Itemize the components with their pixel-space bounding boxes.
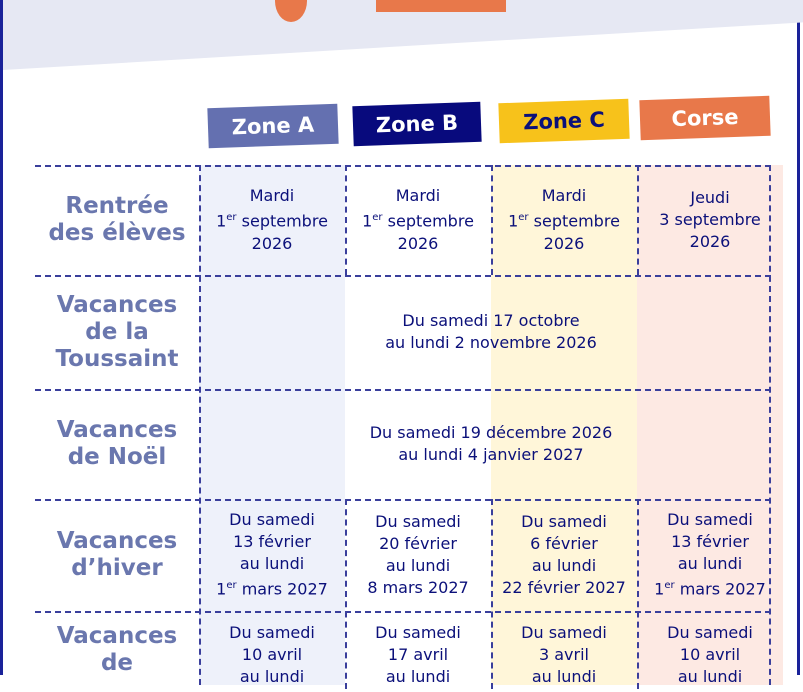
row-label-hiver: Vacances d’hiver	[56, 528, 178, 581]
row-divider	[35, 611, 771, 613]
cell-hiver-corse: Du samedi 13 février au lundi 1er mars 2027	[654, 510, 766, 599]
corse-header: Corse	[639, 96, 770, 141]
zone-a-header: Zone A	[207, 104, 338, 149]
cell-printemps-zone-a: Du samedi 10 avril au lundi	[229, 623, 315, 686]
row-label-rentree: Rentrée des élèves	[48, 193, 186, 246]
cell-rentree-zone-c: Mardi 1er septembre 2026	[508, 186, 620, 253]
cell-rentree-zone-b: Mardi 1er septembre 2026	[362, 186, 474, 253]
zone-c-header: Zone C	[498, 99, 629, 144]
cell-printemps-zone-c: Du samedi 3 avril au lundi	[521, 623, 607, 686]
cell-noel-all-zones: Du samedi 19 décembre 2026 au lundi 4 janvier 2027	[369, 423, 613, 464]
cell-rentree-corse: Jeudi 3 septembre 2026	[659, 188, 761, 251]
cell-printemps-zone-b: Du samedi 17 avril au lundi	[375, 623, 461, 686]
cell-hiver-zone-c: Du samedi 6 février au lundi 22 février 2027	[502, 512, 626, 597]
decorative-orange-bar	[376, 0, 506, 12]
row-label-noel: Vacances de Noël	[56, 417, 178, 470]
row-label-toussaint: Vacances de la Toussaint	[55, 291, 179, 372]
cell-toussaint-all-zones: Du samedi 17 octobre au lundi 2 novembre 2026	[385, 311, 597, 352]
cell-printemps-corse: Du samedi 10 avril au lundi	[667, 623, 753, 686]
cell-rentree-zone-a: Mardi 1er septembre 2026	[216, 186, 328, 253]
cell-hiver-zone-a: Du samedi 13 février au lundi 1er mars 2027	[216, 510, 328, 599]
zone-b-header: Zone B	[352, 102, 481, 146]
row-label-printemps: Vacances de	[56, 623, 178, 676]
cell-hiver-zone-b: Du samedi 20 février au lundi 8 mars 2027	[367, 512, 469, 597]
